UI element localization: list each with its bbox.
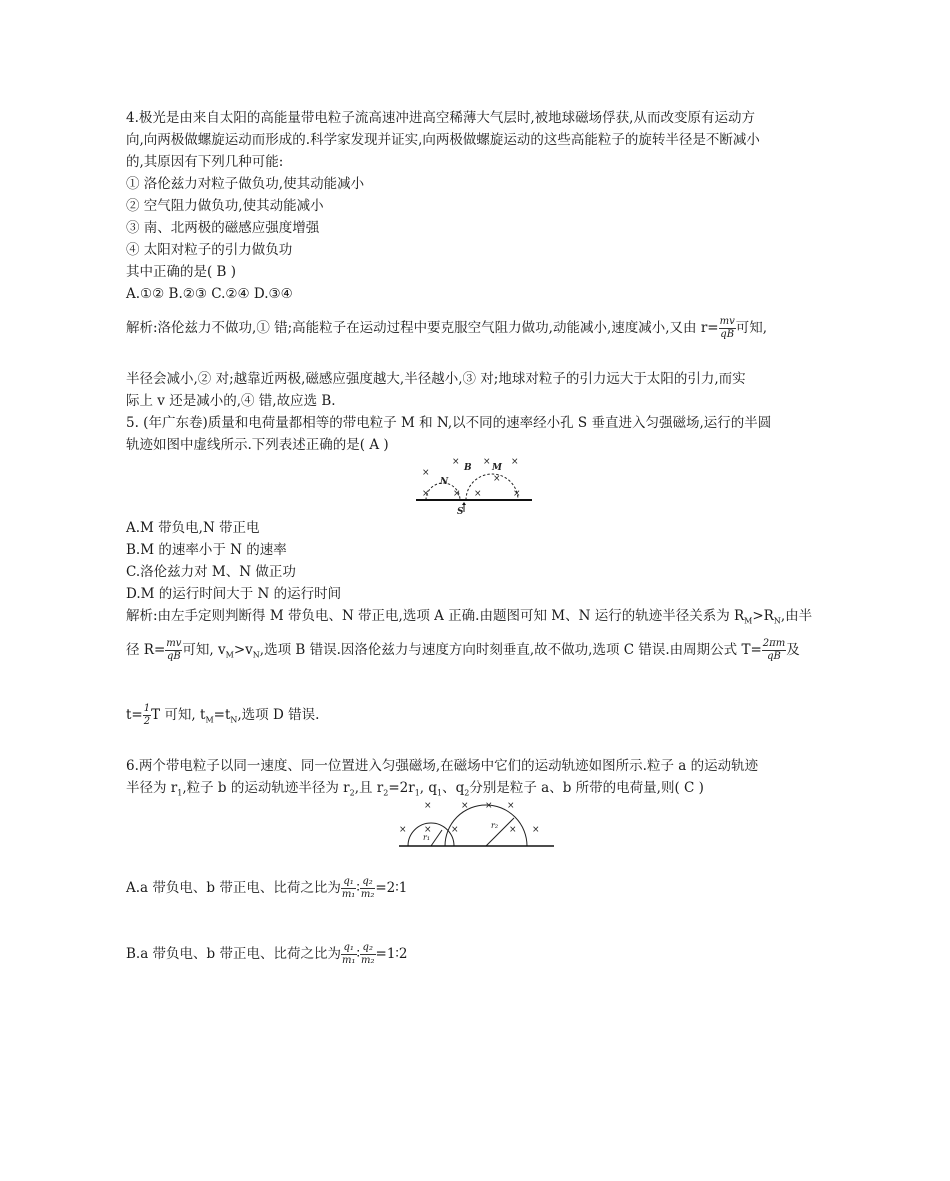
q5-option-d: D.M 的运行时间大于 N 的运行时间 <box>126 586 342 602</box>
q6-text: ,粒子 b 的运动轨迹半径为 r <box>182 780 350 796</box>
label-r1: r₁ <box>423 833 431 842</box>
subscript: 2 <box>349 788 355 798</box>
q5-analysis-text: ,选项 B 错误.因洛伦兹力与速度方向时刻垂直,故不做功,选项 C 错误.由周期公式 T= <box>259 642 762 658</box>
q5-option-c: C.洛伦兹力对 M、N 做正功 <box>126 564 296 580</box>
field-cross: × <box>453 489 461 499</box>
q4-analysis-line3: 际上 v 还是减小的,④ 错,故应选 B. <box>126 393 336 409</box>
fraction-mv-qb <box>719 316 736 341</box>
q4-question: 其中正确的是( B ) <box>126 264 237 280</box>
q6-option-a <box>126 876 407 901</box>
label-b: B <box>464 463 472 473</box>
frac-numerator: 1 <box>143 703 151 714</box>
q5-analysis-text: >v <box>233 642 253 658</box>
frac-denominator: qB <box>767 651 781 662</box>
q4-analysis-line1 <box>126 316 767 341</box>
q4-stem-line3: 的,其原因有下列几种可能: <box>126 154 284 170</box>
q5-analysis-text: =t <box>213 707 231 723</box>
subscript: 2 <box>383 788 389 798</box>
ratio-colon: ∶ <box>356 946 361 962</box>
q6-option-text: A.a 带负电、b 带正电、比荷之比为 <box>126 880 341 896</box>
fraction-q1-m1 <box>341 942 357 967</box>
fraction-q1-m1 <box>341 876 357 901</box>
frac-denominator: qB <box>166 651 181 662</box>
q5-analysis-text: 径 R= <box>126 642 166 658</box>
subscript: N <box>230 715 238 725</box>
q4-statement-4: ④ 太阳对粒子的引力做负功 <box>126 242 293 258</box>
q6-text: 分别是粒子 a、b 所带的电荷量,则( C ) <box>469 780 704 796</box>
subscript: M <box>205 715 214 725</box>
q4-stem-line2: 向,向两极做螺旋运动而形成的.科学家发现并证实,向两极做螺旋运动的这些高能粒子的旋转半径是不断减小 <box>126 132 760 148</box>
subscript: 1 <box>414 788 420 798</box>
field-cross: × <box>474 489 482 499</box>
q6-option-b <box>126 942 408 967</box>
fraction-one-half <box>143 703 151 728</box>
q5-analysis-line3 <box>126 703 319 731</box>
q4-statement-2: ② 空气阻力做负功,使其动能减小 <box>126 198 324 214</box>
q5-option-a: A.M 带负电,N 带正电 <box>126 520 260 536</box>
fraction-q2-m2 <box>360 942 376 967</box>
q5-analysis-text: 可知, v <box>182 642 226 658</box>
frac-numerator: 2πm <box>762 638 786 649</box>
field-cross: × <box>513 489 521 499</box>
subscript: N <box>773 616 781 626</box>
label-m: M <box>492 463 502 473</box>
q5-magnetic-field-figure <box>410 456 540 516</box>
entry-arrowhead-icon <box>462 502 466 505</box>
field-cross: × <box>452 457 460 467</box>
field-cross: × <box>422 468 430 478</box>
subscript: M <box>225 650 234 660</box>
q5-analysis-text: 及 <box>786 642 800 658</box>
label-n: N <box>440 477 449 487</box>
q6-text: 、q <box>442 780 465 796</box>
q5-option-b: B.M 的速率小于 N 的速率 <box>126 542 287 558</box>
frac-numerator: mv <box>719 316 735 327</box>
subscript: 2 <box>464 788 470 798</box>
frac-numerator: q₂ <box>360 942 376 955</box>
fraction-2pim-qb <box>762 638 786 663</box>
label-r2: r₂ <box>491 821 499 830</box>
q5-analysis-line2 <box>126 638 800 666</box>
q5-analysis-text: >R <box>752 608 774 624</box>
field-cross: × <box>507 801 515 811</box>
q6-option-text: =2∶1 <box>375 880 408 896</box>
field-cross: × <box>483 457 491 467</box>
subscript: 1 <box>437 788 443 798</box>
q6-option-text: B.a 带负电、b 带正电、比荷之比为 <box>126 946 341 962</box>
q5-analysis-text: t= <box>126 707 143 723</box>
field-cross: × <box>493 474 501 484</box>
q5-analysis-text: ,由半 <box>780 608 813 624</box>
frac-numerator: q₂ <box>360 876 376 889</box>
frac-numerator: q₁ <box>341 876 357 889</box>
field-cross: × <box>422 489 430 499</box>
subscript: N <box>252 650 260 660</box>
field-cross: × <box>399 825 407 835</box>
field-cross: × <box>424 825 432 835</box>
fraction-q2-m2 <box>360 876 376 901</box>
q5-analysis-line1 <box>126 606 812 632</box>
q6-text: ,且 r <box>354 780 384 796</box>
frac-denominator: 2 <box>143 716 151 727</box>
field-cross: × <box>532 825 540 835</box>
radius-r1 <box>431 830 442 846</box>
q4-analysis-text: 解析:洛伦兹力不做功,① 错;高能粒子在运动过程中要克服空气阻力做功,动能减小,速度减小,又由 r= <box>126 320 719 336</box>
fraction-mv-qb <box>165 638 182 663</box>
frac-denominator: m₂ <box>360 889 375 900</box>
q6-option-text: =1∶2 <box>375 946 408 962</box>
q6-stem-line1: 6.两个带电粒子以同一速度、同一位置进入匀强磁场,在磁场中它们的运动轨迹如图所示.粒子 a 的运动轨迹 <box>126 758 759 774</box>
field-cross: × <box>451 825 459 835</box>
q6-text: =2r <box>388 780 415 796</box>
q4-analysis-line2: 半径会减小,② 对;越靠近两极,磁感应强度越大,半径越小,③ 对;地球对粒子的引力远大于太阳的引力,而实 <box>126 371 746 387</box>
q4-stem-line1: 4.极光是由来自太阳的高能量带电粒子流高速冲进高空稀薄大气层时,被地球磁场俘获,从而改变原有运动方 <box>126 110 755 126</box>
q5-analysis-text: T 可知, t <box>151 707 206 723</box>
field-cross: × <box>511 457 519 467</box>
frac-denominator: m₁ <box>341 889 356 900</box>
q6-magnetic-field-figure <box>394 796 558 850</box>
q5-analysis-text: ,选项 D 错误. <box>237 707 320 723</box>
q5-stem-line2: 轨迹如图中虚线所示.下列表述正确的是( A ) <box>126 437 389 453</box>
q4-statement-1: ① 洛伦兹力对粒子做负功,使其动能减小 <box>126 176 365 192</box>
q4-statement-3: ③ 南、北两极的磁感应强度增强 <box>126 220 320 236</box>
q6-text: 半径为 r <box>126 780 178 796</box>
q4-analysis-text-end: 可知, <box>735 320 768 336</box>
field-cross: × <box>509 825 517 835</box>
q4-choices: A.①② B.②③ C.②④ D.③④ <box>126 286 293 302</box>
subscript: M <box>744 616 753 626</box>
frac-denominator: m₁ <box>342 955 356 966</box>
frac-numerator: q₁ <box>341 942 357 955</box>
q5-stem-line1: 5. (年广东卷)质量和电荷量都相等的带电粒子 M 和 N,以不同的速率经小孔 S 垂直进入匀强磁场,运行的半圆 <box>126 415 772 431</box>
field-cross: × <box>485 801 493 811</box>
field-cross: × <box>424 801 432 811</box>
frac-denominator: qB <box>720 329 735 340</box>
field-cross: × <box>461 801 469 811</box>
q6-text: , q <box>419 780 438 796</box>
ratio-colon: ∶ <box>356 880 360 896</box>
frac-numerator: mv <box>166 638 182 649</box>
frac-denominator: m₂ <box>361 955 375 966</box>
label-s: S <box>457 507 464 516</box>
subscript: 1 <box>177 788 183 798</box>
q5-analysis-text: 解析:由左手定则判断得 M 带负电、N 带正电,选项 A 正确.由题图可知 M、N 运行的轨迹半径关系为 R <box>126 608 745 624</box>
